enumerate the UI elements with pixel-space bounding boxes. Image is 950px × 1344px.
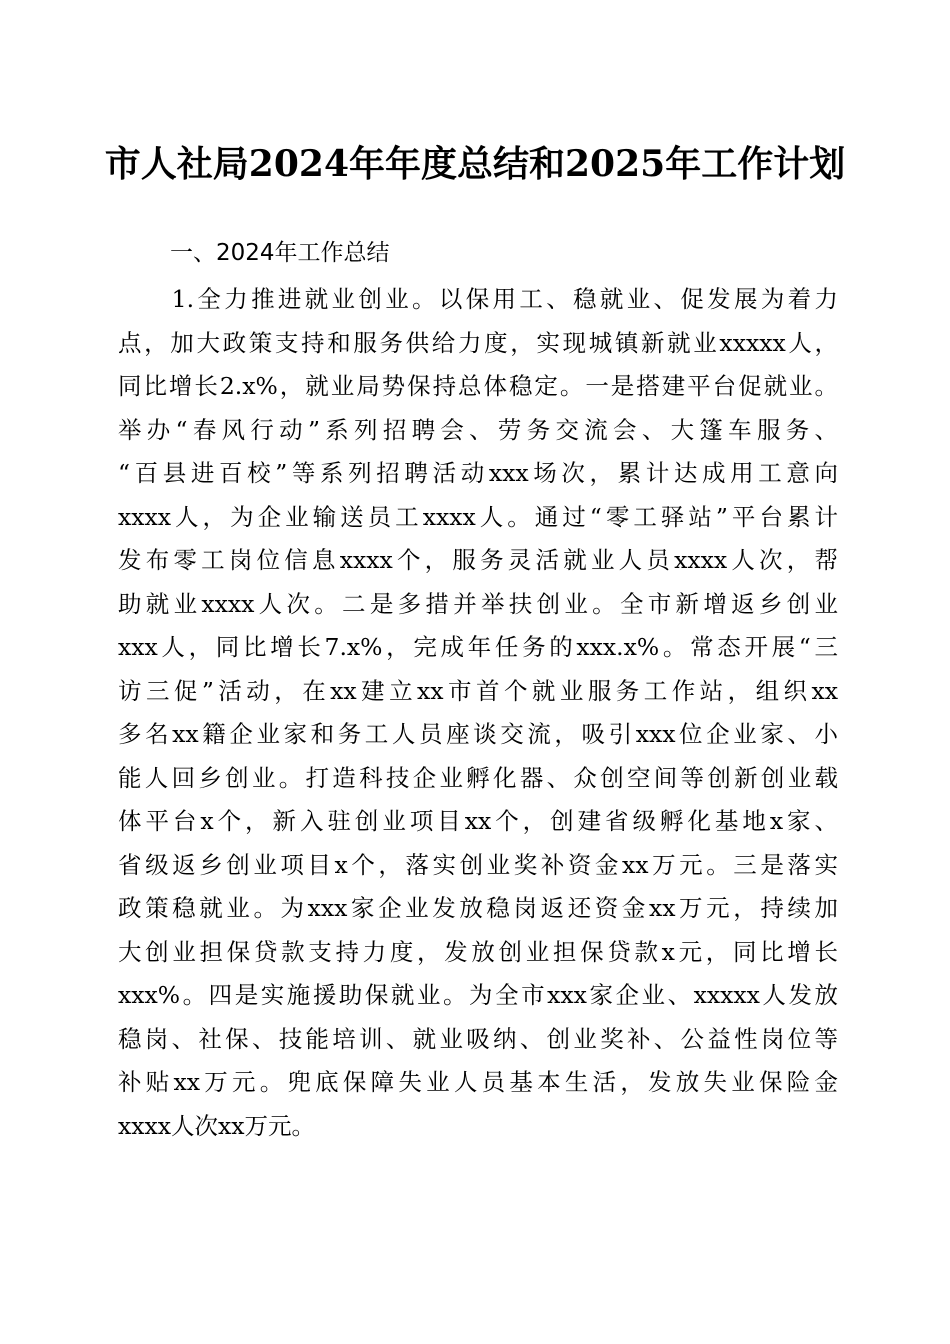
section-heading: 一、2024年工作总结 [170, 240, 390, 266]
paragraph-line: 点，加大政策支持和服务供给力度，实现城镇新就业xxxxx人， [118, 328, 838, 357]
paragraph-line: xxxx人次xx万元。 [118, 1111, 316, 1140]
paragraph-line: 举办“春风行动”系列招聘会、劳务交流会、大篷车服务、 [118, 415, 838, 444]
paragraph-line: 体平台x个，新入驻创业项目xx个，创建省级孵化基地x家、 [118, 807, 838, 835]
paragraph-body [118, 278, 838, 1148]
paragraph-line: 政策稳就业。为xxx家企业发放稳岗返还资金xx万元，持续加 [118, 894, 838, 922]
paragraph-line: 多名xx籍企业家和务工人员座谈交流，吸引xxx位企业家、小 [118, 720, 838, 748]
paragraph-line: xxxx人，为企业输送员工xxxx人。通过“零工驿站”平台累计 [118, 502, 838, 531]
paragraph-line: xxx人，同比增长7.x%，完成年任务的xxx.x%。常态开展“三 [118, 633, 838, 661]
paragraph-line: 访三促”活动，在xx建立xx市首个就业服务工作站，组织xx [118, 676, 838, 705]
paragraph-line: “百县进百校”等系列招聘活动xxx场次，累计达成用工意向 [118, 459, 838, 487]
paragraph-line: 发布零工岗位信息xxxx个，服务灵活就业人员xxxx人次，帮 [118, 546, 838, 574]
paragraph-line: 1.全力推进就业创业。以保用工、稳就业、促发展为着力 [118, 285, 838, 313]
paragraph-line: 能人回乡创业。打造科技企业孵化器、众创空间等创新创业载 [118, 763, 838, 792]
paragraph-line: 同比增长2.x%，就业局势保持总体稳定。一是搭建平台促就业。 [118, 372, 838, 400]
paragraph-line: 助就业xxxx人次。二是多措并举扶创业。全市新增返乡创业 [118, 589, 838, 618]
paragraph-line: 省级返乡创业项目x个，落实创业奖补资金xx万元。三是落实 [118, 850, 838, 879]
paragraph-line: 大创业担保贷款支持力度，发放创业担保贷款x元，同比增长 [118, 937, 838, 966]
paragraph-line: 补贴xx万元。兜底保障失业人员基本生活，发放失业保险金 [118, 1068, 838, 1096]
paragraph-line: 稳岗、社保、技能培训、就业吸纳、创业奖补、公益性岗位等 [118, 1024, 838, 1053]
document-title: 市人社局2024年年度总结和2025年工作计划 [104, 143, 846, 185]
paragraph-line: xxx%。四是实施援助保就业。为全市xxx家企业、xxxxx人发放 [118, 981, 838, 1009]
